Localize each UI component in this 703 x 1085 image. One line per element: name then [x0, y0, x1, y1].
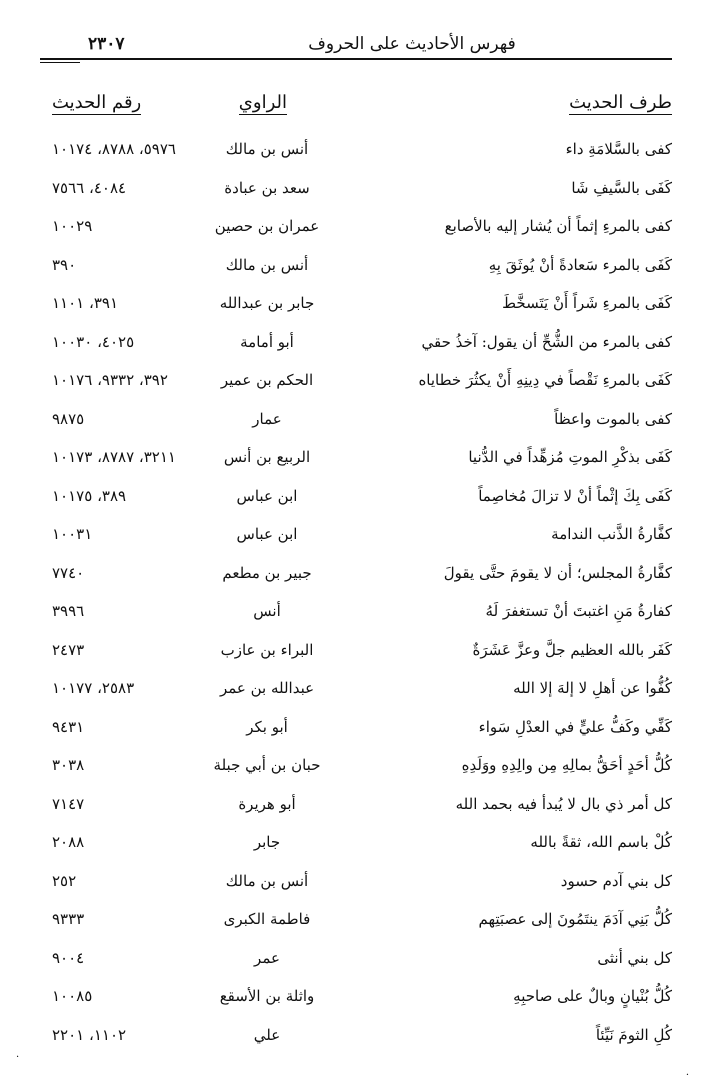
- narrator: عمران بن حصين: [214, 217, 320, 235]
- table-row: [40, 750, 672, 789]
- column-headers: [40, 92, 672, 122]
- table-row: [40, 904, 672, 943]
- narrator: واثلة بن الأسقع: [219, 987, 315, 1005]
- table-row: [40, 673, 672, 712]
- hadith-text: كُلُّ بَنِي آدَمَ ينتَمُونَ إلى عصبَتِهم: [478, 910, 672, 928]
- hadith-text: كفى بالمرء من الشُّحِّ أن يقول: آخذُ حقي: [421, 332, 672, 351]
- table-row: [40, 481, 672, 520]
- table-row: [40, 404, 672, 443]
- hadith-number: ٩٤٣١: [52, 717, 85, 736]
- narrator: ابن عباس: [236, 525, 298, 543]
- page-number: ٢٣٠٧: [88, 34, 125, 54]
- hadith-text: كُلِ الثومَ نَيِّئاً: [595, 1025, 672, 1044]
- hadith-number: ٢٤٧٣: [52, 640, 85, 659]
- hadith-text: كُلْ باسم الله، ثقةً بالله: [530, 833, 672, 851]
- hadith-number: ٩٣٣٣: [52, 910, 85, 928]
- header-rule-secondary: [40, 62, 80, 63]
- narrator: ابن عباس: [236, 486, 298, 505]
- narrator: فاطمة الكبرى: [223, 910, 311, 928]
- table-row: [40, 558, 672, 597]
- table-row: [40, 635, 672, 674]
- hadith-text: كُفُّوا عن أهلِ لا إلهَ إلا الله: [513, 679, 672, 697]
- narrator: أنس: [253, 602, 281, 620]
- hadith-number: ١١٠٢، ٢٢٠١: [52, 1025, 127, 1044]
- table-row: [40, 789, 672, 828]
- hadith-text: كفارةُ مَنِ اغتبتَ أنْ تستغفرَ لَهُ: [485, 602, 672, 620]
- hadith-number: ٧١٤٧: [52, 794, 85, 813]
- hadith-index-table: [40, 134, 672, 1058]
- table-row: [40, 943, 672, 982]
- hadith-text: كُلُّ بُنْيانٍ وبالٌ على صاحبِهِ: [513, 987, 672, 1005]
- table-row: [40, 365, 672, 404]
- narrator: علي: [253, 1025, 281, 1044]
- column-header-narrator: الراوي: [238, 92, 287, 113]
- table-row: [40, 173, 672, 212]
- page-title: فهرس الأحاديث على الحروف: [308, 34, 516, 54]
- hadith-number: ١٠٠٣١: [52, 525, 93, 543]
- header-rule: [40, 58, 672, 60]
- table-row: [40, 327, 672, 366]
- narrator: الربيع بن أنس: [223, 448, 311, 466]
- margin-mark: ·: [685, 1070, 689, 1081]
- hadith-text: كَفَى بالمرءِ نَقْصاً في دِينِهِ أَنْ يكثُرَ خطاياه: [418, 371, 672, 389]
- hadith-text: كُلُّ أحَدٍ أحَقُّ بمالِهِ مِن والِدِهِ ووَلَدِهِ: [461, 756, 672, 774]
- table-row: [40, 442, 672, 481]
- margin-mark: ·: [16, 1052, 20, 1063]
- hadith-number: ٣٩٠: [52, 255, 77, 274]
- hadith-number: ٤٠٢٥، ١٠٠٣٠: [52, 332, 135, 351]
- hadith-text: كفَّارةُ المجلس؛ أن لا يقومَ حتَّى يقولَ: [443, 563, 672, 582]
- narrator: أنس بن مالك: [225, 140, 309, 158]
- hadith-text: كل بني أنثى: [597, 948, 672, 967]
- hadith-text: كفى بالموت واعظاً: [554, 409, 672, 428]
- hadith-number: ٩٠٠٤: [52, 948, 85, 967]
- narrator: جابر: [253, 833, 281, 851]
- hadith-text: كَفَى بذكْرِ الموتِ مُزهِّداً في الدُّنيا: [468, 448, 672, 466]
- hadith-text: كَفَى بالمرءِ شَراً أَنْ يَتَسخَّطَ: [502, 294, 672, 312]
- narrator: عمار: [252, 409, 282, 428]
- hadith-text: كل بني آدم حسود: [560, 871, 672, 890]
- table-row: [40, 866, 672, 905]
- hadith-number: ٣٠٣٨: [52, 756, 85, 774]
- narrator: أبو أمامة: [240, 332, 294, 351]
- table-row: [40, 827, 672, 866]
- table-row: [40, 1020, 672, 1059]
- table-row: [40, 981, 672, 1020]
- hadith-text: كل أمر ذي بال لا يُبدأ فيه بحمد الله: [455, 794, 672, 813]
- hadith-number: ٩٨٧٥: [52, 409, 85, 428]
- hadith-text: كَفَى بالمرء سَعادةً أنْ يُوثَقَ بِهِ: [488, 255, 672, 274]
- hadith-number: ٢٥٢: [52, 871, 77, 890]
- hadith-number: ٢٠٨٨: [52, 833, 85, 851]
- hadith-text: كَفِّي وكَفُّ عليٍّ في العدْلِ سَواء: [478, 717, 672, 736]
- column-header-number: رقم الحديث: [52, 92, 142, 113]
- narrator: أنس بن مالك: [225, 871, 309, 890]
- hadith-number: ٢٥٨٣، ١٠١٧٧: [52, 679, 135, 697]
- narrator: جبير بن مطعم: [222, 563, 312, 582]
- hadith-number: ١٠٠٨٥: [52, 987, 93, 1005]
- narrator: أبو هريرة: [238, 794, 296, 813]
- hadith-number: ١٠٠٢٩: [52, 217, 93, 235]
- table-row: [40, 134, 672, 173]
- narrator: أبو بكر: [246, 717, 288, 736]
- hadith-number: ٣٨٩، ١٠١٧٥: [52, 486, 127, 505]
- page-header: [40, 34, 672, 70]
- hadith-number: ٣٢١١، ٨٧٨٧، ١٠١٧٣: [52, 448, 176, 466]
- narrator: جابر بن عبدالله: [219, 294, 315, 312]
- narrator: حبان بن أبي جبلة: [213, 756, 321, 774]
- narrator: عمر: [254, 948, 280, 967]
- hadith-number: ٣٩٩٦: [52, 602, 85, 620]
- hadith-text: كفَّارةُ الذَّنب الندامة: [551, 525, 672, 543]
- table-row: [40, 250, 672, 289]
- narrator: البراء بن عازب: [220, 640, 314, 659]
- table-row: [40, 211, 672, 250]
- narrator: أنس بن مالك: [225, 255, 309, 274]
- hadith-number: ٤٠٨٤، ٧٥٦٦: [52, 178, 127, 197]
- hadith-text: كفى بالمرءِ إثماً أن يُشار إليه بالأصابع: [444, 217, 672, 235]
- narrator: سعد بن عبادة: [224, 178, 310, 197]
- narrator: عبدالله بن عمر: [219, 679, 315, 697]
- hadith-number: ٥٩٧٦، ٨٧٨٨، ١٠١٧٤: [52, 140, 176, 158]
- table-row: [40, 596, 672, 635]
- hadith-text: كَفَر بالله العظيم جلَّ وعزَّ عَشَرَةٌ: [472, 640, 672, 659]
- narrator: الحكم بن عمير: [220, 371, 314, 389]
- table-row: [40, 712, 672, 751]
- hadith-text: كَفَى بِكَ إثْماً أنْ لا تزالَ مُخاصِماً: [478, 486, 672, 505]
- column-header-text: طرف الحديث: [569, 92, 672, 113]
- hadith-number: ٣٩١، ١١٠١: [52, 294, 119, 312]
- hadith-number: ٣٩٢، ٩٣٣٢، ١٠١٧٦: [52, 371, 168, 389]
- table-row: [40, 288, 672, 327]
- hadith-text: كفى بالسَّلامَةِ داء: [565, 140, 672, 158]
- hadith-text: كَفَى بالسَّيفِ شَا: [571, 178, 672, 197]
- hadith-number: ٧٧٤٠: [52, 563, 85, 582]
- table-row: [40, 519, 672, 558]
